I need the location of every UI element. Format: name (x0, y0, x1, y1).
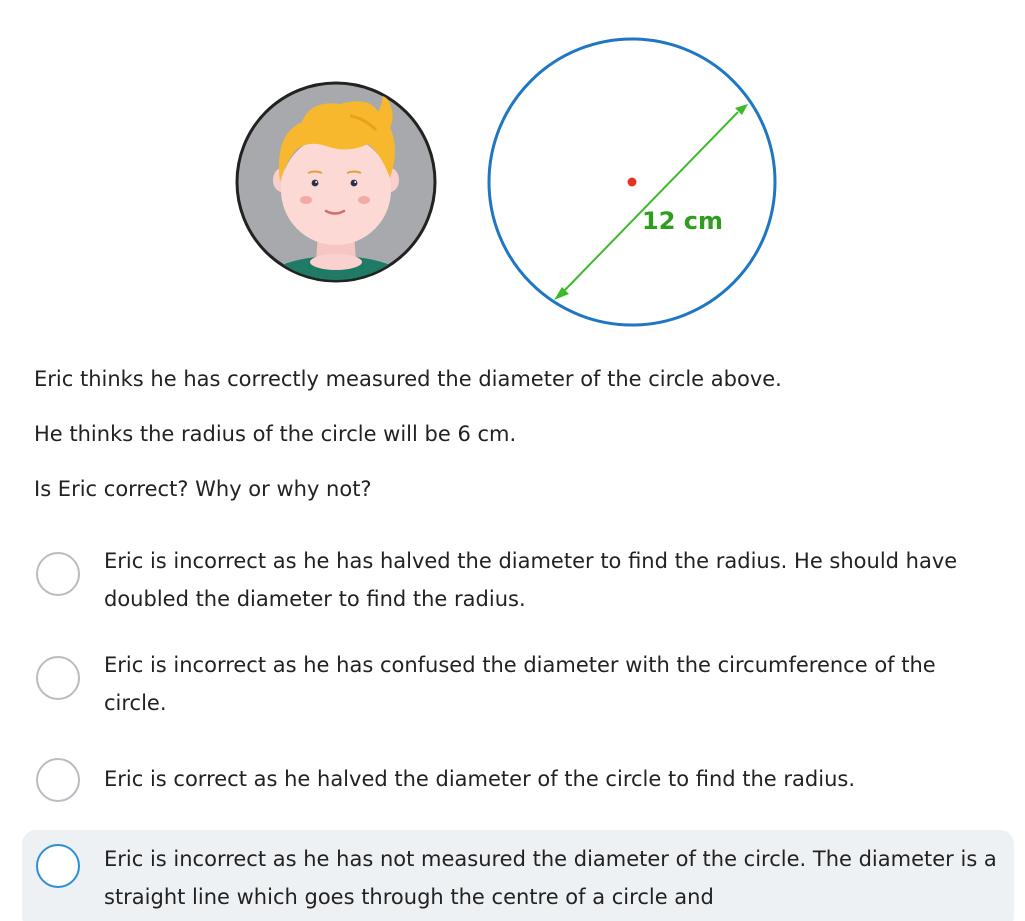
answer-option-label: Eric is incorrect as he has confused the diameter with the circumference of the circle. (104, 653, 936, 715)
radio-button[interactable] (36, 758, 80, 802)
question-illustration (230, 30, 790, 335)
question-line-3: Is Eric correct? Why or why not? (34, 477, 372, 501)
circle-diagram (489, 39, 775, 325)
answer-option-4[interactable] (22, 830, 1014, 921)
answer-option-label: Eric is incorrect as he has halved the diameter to find the radius. He should have doubled the diameter to find the radius. (104, 549, 958, 611)
question-line-2: He thinks the radius of the circle will be 6 cm. (34, 422, 517, 446)
measurement-arrow (554, 104, 748, 300)
answer-option-2[interactable] (22, 642, 1014, 722)
answer-option-label: Eric is correct as he halved the diameter of the circle to find the radius. (104, 767, 855, 791)
answer-option-label: Eric is incorrect as he has not measured the diameter of the circle. The diameter is a straight line which goes through the centre of a circle and (104, 847, 997, 909)
measurement-label: 12 cm (642, 207, 723, 235)
question-line-1: Eric thinks he has correctly measured the diameter of the circle above. (34, 367, 782, 391)
radio-button[interactable] (36, 656, 80, 700)
answer-option-3[interactable] (22, 752, 1014, 802)
answer-option-1[interactable] (22, 538, 1014, 618)
eric-avatar (237, 83, 435, 320)
radio-button[interactable] (36, 552, 80, 596)
centre-dot (628, 178, 637, 187)
radio-button[interactable] (36, 844, 80, 888)
